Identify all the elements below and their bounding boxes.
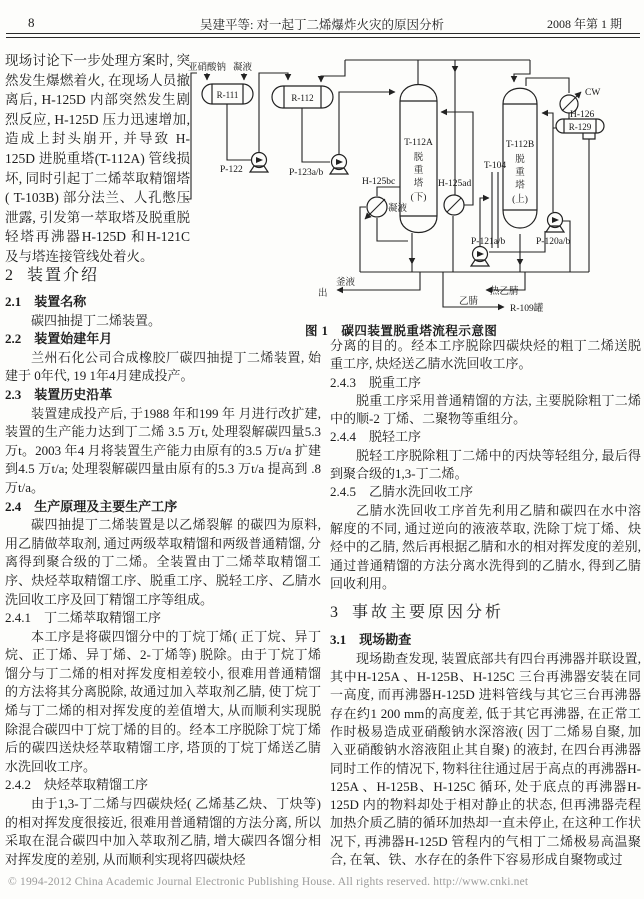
body-2-4-2: 由于1,3-丁二烯与四碳炔烃( 乙烯基乙炔、丁炔等) 的相对挥发度很接近, 很难用普通精馏的方法分离, 所以采取在混合碳四中加入萃取剂乙腈, 增大碳四各馏分相对挥发度的差别, 从而顺利实现将四碳炔烃 bbox=[5, 796, 321, 867]
pipe-p122-to-r112 bbox=[259, 73, 288, 152]
heading-2-4: 2.4 生产原理及主要生产工序 bbox=[5, 498, 178, 514]
left-column bbox=[5, 293, 321, 869]
cnki-watermark: © 1994-2012 China Academic Journal Electronic Publishing House. All rights reserved. http://www.cnki.net bbox=[8, 876, 529, 888]
column-t112a-sub: (下) bbox=[410, 193, 427, 203]
label-r109-tank: R-109罐 bbox=[510, 304, 544, 314]
label-condensate-top: 凝液 bbox=[233, 63, 253, 73]
pipe-r111-to-p122 bbox=[227, 104, 251, 160]
label-h125bc: H-125bc bbox=[362, 177, 396, 187]
label-out: 出 bbox=[318, 289, 328, 299]
heading-2-2: 2.2 装置始建年月 bbox=[5, 331, 113, 347]
body-2-4-4: 脱轻工序脱除粗丁二烯中的丙炔等轻组分, 最后得到聚合级的1,3-丁二烯。 bbox=[330, 447, 641, 482]
label-p121: P-121a/b bbox=[471, 237, 506, 247]
label-acetonitrile: 乙腈 bbox=[459, 297, 479, 307]
pump-p123 bbox=[330, 155, 348, 175]
heading-2-4-5: 2.4.5 乙腈水洗回收工序 bbox=[330, 484, 474, 500]
heading-2-4-4: 2.4.4 脱轻工序 bbox=[330, 429, 422, 445]
figure-caption: 图 1 碳四装置脱重塔流程示意图 bbox=[305, 324, 498, 338]
column-t112b bbox=[503, 88, 537, 228]
section-3-title: 事故主要原因分析 bbox=[352, 604, 505, 622]
vessel-r129 bbox=[556, 119, 604, 139]
body-2-4-1: 本工序是将碳四馏分中的丁烷丁烯( 正丁烷、异丁烷、正丁烯、异丁烯、2-丁烯等) 脱除。由于丁烷丁烯馏分与丁二烯的相对挥发度相差较小, 很难用普通精馏的方法将其分离脱除, 故通过加入萃取剂乙腈, 使丁烷丁烯与丁二烯的相对挥发度的差值增大, 从而顺利实现脱除混合碳四中丁烷丁烯的目的。经本工序脱除丁烷丁烯后的碳四送炔烃萃取精馏工序, 塔顶的丁烷丁烯送乙腈水洗回收工序。 bbox=[5, 628, 321, 774]
continued-paragraph: 分离的目的。经本工序脱除四碳炔烃的粗丁二烯送脱重工序, 炔烃送乙腈水洗回收工序。 bbox=[330, 338, 641, 372]
section-2-heading bbox=[5, 262, 99, 285]
pipe-feed-t112b bbox=[514, 60, 530, 82]
section-3-heading bbox=[330, 604, 641, 622]
pump-p120 bbox=[546, 213, 564, 233]
label-p123: P-123a/b bbox=[289, 168, 324, 178]
intro-paragraph: 现场讨论下一步处理方案时, 突然发生爆燃着火, 在现场人员撤离后, H-125D 内部突然发生剧烈反应, H-125D 压力迅速增加, 造成上封头崩开, 并导致 H-125D 进脱重塔(T-112A) 管线损坏, 同时引起丁二烯萃取精馏塔( T-103B) 部分法兰、人孔憋压泄露, 引发第一萃取塔及脱重脱轻塔再沸器H-125D 和H-121C 及与塔连接管线处着火。 bbox=[5, 53, 190, 264]
figure-1-flow-diagram bbox=[184, 46, 644, 320]
column-t112b-name-3: 塔 bbox=[515, 181, 525, 191]
heading-2-4-3: 2.4.3 脱重工序 bbox=[330, 374, 422, 390]
body-3-1: 现场勘查发现, 装置底部共有四台再沸器并联设置, 其中H-125A 、H-125B、H-125C 三台再沸器安装在同一高度, 而再沸器H-125D 进料管线与其它三台再沸器存在约1 200 mm的高度差, 低于其它再沸器, 在正常工作时极易造成亚硝酸钠水深溶液( 因丁二烯易自聚, 加入亚硝酸钠水溶液阻止其自聚) 的液封, 在四台再沸器同时工作的情况下, 物料往往通过居于高点的再沸器H-125A 、H-125B、H-125C 循环, 处于底点的再沸器H-125D 内的物料却处于相对静止的状态, 但再沸器壳程加热介质乙腈的循环加热却一直未停止, 在这种工作状况下, 再沸器H-125D 管程内的气相丁二烯极易高温聚合, 在氧、铁、水存在的条件下容易形成自聚物或过 bbox=[330, 650, 641, 868]
label-h125ad: H-125ad bbox=[438, 179, 472, 189]
heading-2-1: 2.1 装置名称 bbox=[5, 294, 87, 309]
column-t112b-name-2: 重 bbox=[515, 168, 525, 178]
pipe-reflux-to-t112b bbox=[542, 113, 556, 128]
pipe-p123-to-t112a bbox=[339, 92, 395, 154]
exchanger-h125ad bbox=[444, 195, 464, 215]
pipe-h125bc-loop-bottom bbox=[377, 218, 408, 241]
header-double-rule bbox=[6, 33, 640, 38]
heading-2-4-2: 2.4.2 炔烃萃取精馏工序 bbox=[5, 777, 149, 793]
column-t112b-tag: T-112B bbox=[505, 140, 535, 150]
column-t112b-name-1: 脱 bbox=[515, 155, 525, 165]
column-t112b-sub: (上) bbox=[512, 195, 528, 205]
body-2-4-3: 脱重工序采用普通精馏的方法, 主要脱除粗丁二烯中的顺-2 丁烯、二聚物等重组分。 bbox=[330, 392, 641, 427]
body-2-4: 碳四抽提丁二烯装置是以乙烯裂解 的碳四为原料, 用乙腈做萃取剂, 通过两级萃取精馏和两级普通精馏, 分离得到聚合级的丁二烯。全装置由丁二烯萃取精馏工序、炔烃萃取精馏工序、脱重工序、脱轻工序、乙腈水洗回收工序及回丁精馏工序等组成。 bbox=[5, 517, 321, 607]
label-hot-acetonitrile: 热乙腈 bbox=[490, 287, 519, 297]
vessel-r129-label: R-129 bbox=[568, 122, 592, 132]
vessel-r112 bbox=[272, 86, 333, 108]
pipe-left-edge bbox=[185, 73, 197, 199]
label-kettle-liquid: 釜液 bbox=[336, 278, 356, 288]
body-2-2: 兰州石化公司合成橡胶厂碳四抽提丁二烯装置, 始建于 0年代, 19 1年4月建成投产。 bbox=[5, 349, 321, 384]
label-h126: H-126 bbox=[570, 110, 595, 120]
pipe-t112b-overhead bbox=[526, 78, 569, 93]
column-t112a-name-2: 重 bbox=[413, 166, 424, 176]
exchanger-h125bc bbox=[365, 197, 387, 219]
column-t112a-name-3: 塔 bbox=[413, 179, 424, 189]
heading-3-1: 3.1 现场勘查 bbox=[330, 632, 412, 648]
page-number: 8 bbox=[28, 15, 35, 30]
label-cw: CW bbox=[585, 88, 601, 98]
pipe-h125bc-riser bbox=[360, 207, 366, 272]
body-2-4-5: 乙腈水洗回收工序首先利用乙腈和碳四在水中溶解度的不同, 通过逆向的液液萃取, 洗除丁烷丁烯、炔烃中的乙腈, 然后再根据乙腈和水的相对挥发度的差别, 通过普通精馏的方法分离水洗得到的乙腈水, 得到乙腈回收利用。 bbox=[330, 502, 641, 591]
column-t112a-name-1: 脱 bbox=[413, 153, 424, 163]
column-t112a-tag: T-112A bbox=[404, 138, 433, 148]
section-3-number: 3 bbox=[330, 604, 338, 622]
section-2-number: 2 bbox=[5, 267, 13, 284]
vessel-r111 bbox=[202, 84, 253, 104]
label-p122: P-122 bbox=[220, 165, 243, 175]
pipe-r112-to-p123 bbox=[302, 108, 330, 162]
pump-p122 bbox=[250, 153, 268, 173]
heading-2-3: 2.3 装置历史沿革 bbox=[5, 386, 113, 402]
heading-2-4-1: 2.4.1 丁二烯萃取精馏工序 bbox=[5, 610, 162, 626]
pipe-return-to-r112 bbox=[321, 60, 345, 82]
vessel-r112-label: R-112 bbox=[291, 93, 314, 103]
pipe-h125ad-vapor-return bbox=[441, 112, 473, 205]
label-sodium-nitrite: 亚硝酸钠 bbox=[188, 63, 227, 73]
pipe-h125bc-loop-top bbox=[377, 187, 400, 196]
label-p120: P-120a/b bbox=[536, 237, 571, 247]
body-2-3: 装置建成投产后, 于1988 年和199 年 月进行改扩建, 装置的生产能力达到丁二烯 3.5 万t, 处理裂解碳四量5.3 万t。2003 年4 月将装置生产能力由原有的3.5 万t/a 扩建到4.5 万t/a; 处理裂解碳四量由原有的5.3 万t/a 提高到 .8 万t/a。 bbox=[5, 405, 321, 495]
issue-label: 2008 年第 1 期 bbox=[546, 17, 622, 31]
running-title: 吴建平等: 对一起丁二烯爆炸火灾的原因分析 bbox=[199, 18, 445, 32]
body-2-1: 碳四抽提丁二烯装置。 bbox=[31, 312, 162, 328]
section-2-title: 装置介绍 bbox=[27, 267, 100, 284]
vessel-r111-label: R-111 bbox=[216, 90, 239, 100]
pump-p121 bbox=[471, 247, 489, 267]
right-column bbox=[330, 337, 641, 869]
label-condensate-mid: 凝液 bbox=[388, 204, 408, 214]
label-t104: T-104 bbox=[483, 161, 507, 171]
